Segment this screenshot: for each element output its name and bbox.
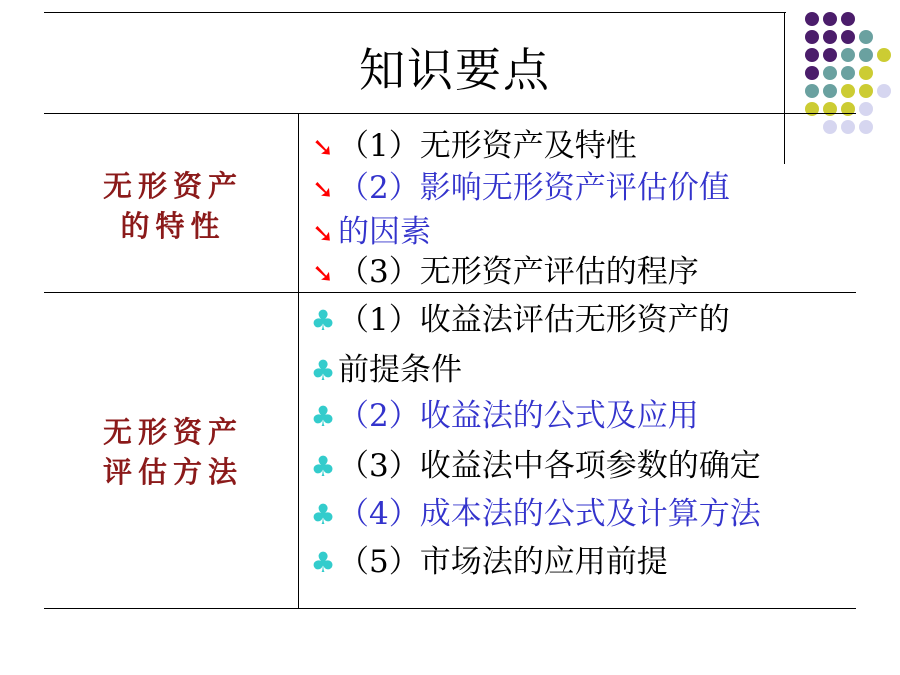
section-label-methods xyxy=(48,412,298,492)
decorative-dot xyxy=(805,48,819,62)
decorative-dot xyxy=(859,66,873,80)
down-left-arrow-icon: ➘ xyxy=(312,219,334,249)
header-rule xyxy=(44,113,856,114)
decorative-dot xyxy=(859,30,873,44)
decorative-dot xyxy=(823,12,837,26)
decorative-dot xyxy=(841,84,855,98)
club-icon: ♣ xyxy=(310,304,336,337)
decorative-dot xyxy=(823,120,837,134)
column-divider xyxy=(298,113,299,609)
section-label-line: 评估方法 xyxy=(102,455,243,489)
decorative-dot xyxy=(859,120,873,134)
list-item xyxy=(308,300,730,341)
list-item-text: （5）市场法的应用前提 xyxy=(338,544,668,580)
down-left-arrow-icon: ➘ xyxy=(312,259,334,289)
decorative-dot xyxy=(841,48,855,62)
club-icon: ♣ xyxy=(310,498,336,531)
list-item-text: （3）收益法中各项参数的确定 xyxy=(338,448,761,484)
list-item xyxy=(308,252,699,294)
page-title: 知识要点 xyxy=(359,43,551,97)
list-item-text: （3）无形资产评估的程序 xyxy=(338,254,699,290)
decorative-dot xyxy=(841,120,855,134)
down-left-arrow-icon: ➘ xyxy=(312,175,334,205)
decorative-dot xyxy=(877,84,891,98)
list-item-text: 前提条件 xyxy=(338,352,462,388)
decorative-dot xyxy=(859,48,873,62)
decorative-dot xyxy=(823,84,837,98)
section-label-line: 无形资产 xyxy=(102,415,243,449)
decorative-dot xyxy=(859,102,873,116)
title-right-rule xyxy=(784,12,785,164)
down-left-arrow-icon: ➘ xyxy=(312,133,334,163)
club-icon: ♣ xyxy=(310,354,336,387)
list-item xyxy=(308,126,637,168)
club-icon: ♣ xyxy=(310,400,336,433)
list-item xyxy=(308,446,761,487)
decorative-dot xyxy=(877,48,891,62)
decorative-dot-grid xyxy=(800,12,890,142)
list-item xyxy=(308,494,761,535)
bottom-rule xyxy=(44,608,856,609)
decorative-dot xyxy=(859,84,873,98)
list-item xyxy=(308,168,730,210)
club-icon: ♣ xyxy=(310,450,336,483)
section-label-line: 无形资产 xyxy=(102,169,243,203)
decorative-dot xyxy=(805,12,819,26)
decorative-dot xyxy=(823,48,837,62)
decorative-dot xyxy=(805,84,819,98)
decorative-dot xyxy=(823,66,837,80)
decorative-dot xyxy=(841,12,855,26)
list-item-text: （1）无形资产及特性 xyxy=(338,128,637,164)
section-label-line: 的特性 xyxy=(120,209,226,243)
club-icon: ♣ xyxy=(310,546,336,579)
decorative-dot xyxy=(805,66,819,80)
list-item xyxy=(308,212,431,254)
top-rule xyxy=(44,12,786,13)
list-item-text: （1）收益法评估无形资产的 xyxy=(338,302,730,338)
list-item-text: （4）成本法的公式及计算方法 xyxy=(338,496,761,532)
decorative-dot xyxy=(823,30,837,44)
list-item xyxy=(308,396,699,437)
decorative-dot xyxy=(805,30,819,44)
list-item-text: （2）影响无形资产评估价值 xyxy=(338,170,730,206)
list-item-text: 的因素 xyxy=(338,214,431,250)
section-label-characteristics xyxy=(48,166,298,246)
list-item xyxy=(308,350,462,391)
decorative-dot xyxy=(841,66,855,80)
list-item-text: （2）收益法的公式及应用 xyxy=(338,398,699,434)
list-item xyxy=(308,542,668,583)
decorative-dot xyxy=(841,30,855,44)
